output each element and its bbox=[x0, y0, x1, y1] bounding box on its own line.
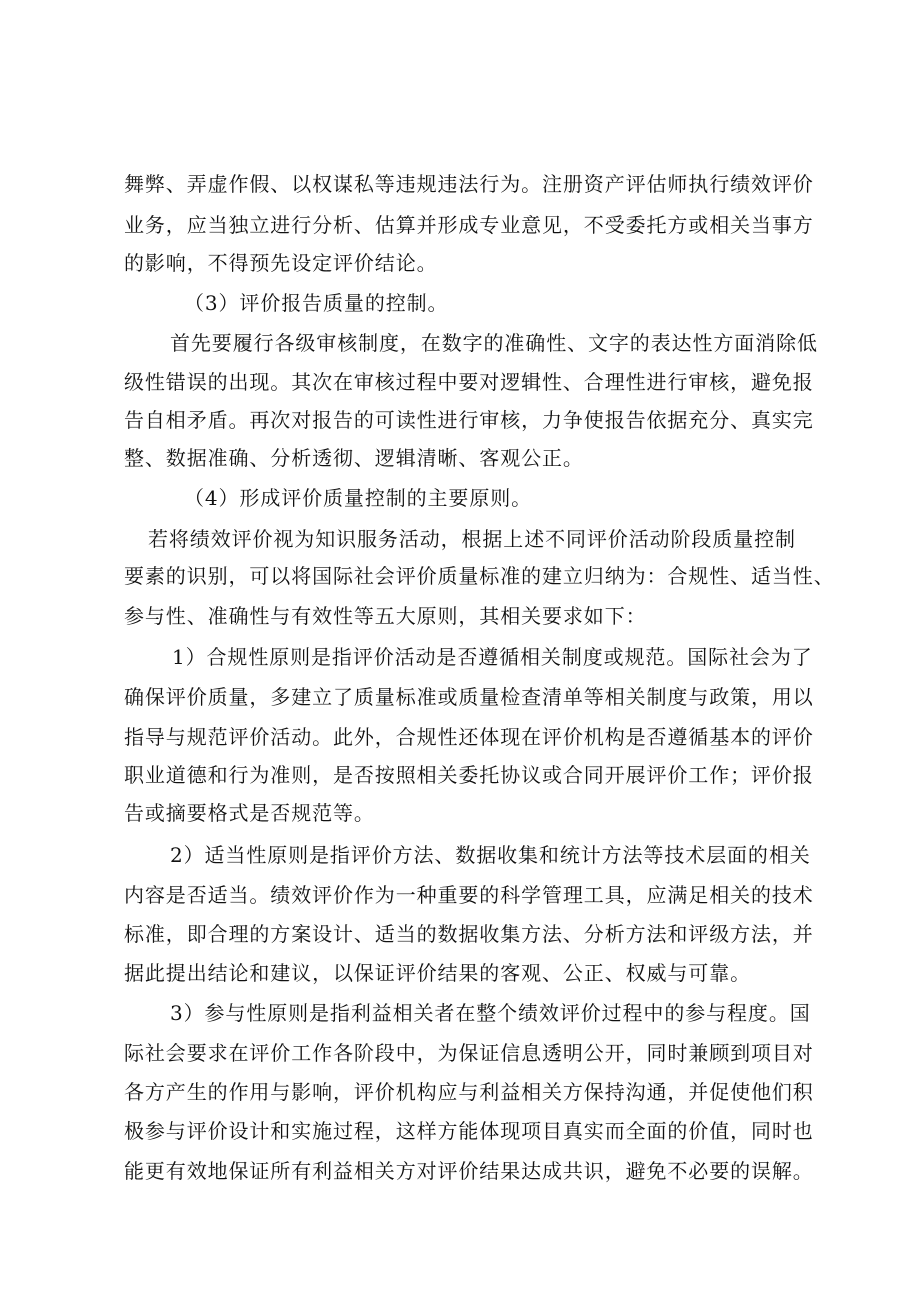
paragraph-2-line-2: 级性错误的出现。其次在审核过程中要对逻辑性、合理性进行审核，避免报 bbox=[124, 370, 814, 394]
paragraph-3-line-2: 要素的识别，可以将国际社会评价质量标准的建立归纳为：合规性、适当性、 bbox=[124, 564, 835, 588]
paragraph-4-line-1: 1）合规性原则是指评价活动是否遵循相关制度或规范。国际社会为了 bbox=[172, 645, 813, 669]
paragraph-6-line-4: 极参与评价设计和实施过程，这样方能体现项目真实而全面的价值，同时也 bbox=[124, 1119, 814, 1143]
section-heading-4: （4）形成评价质量控制的主要原则。 bbox=[184, 486, 533, 510]
paragraph-4-line-4: 职业道德和行为准则，是否按照相关委托协议或合同开展评价工作；评价报 bbox=[124, 763, 814, 787]
section-heading-3: （3）评价报告质量的控制。 bbox=[184, 291, 449, 315]
paragraph-4-line-5: 告或摘要格式是否规范等。 bbox=[124, 801, 375, 825]
paragraph-4-line-2: 确保评价质量，多建立了质量标准或质量检查清单等相关制度与政策，用以 bbox=[124, 685, 814, 709]
paragraph-1-line-1: 舞弊、弄虚作假、以权谋私等违规违法行为。注册资产评估师执行绩效评价 bbox=[124, 172, 814, 196]
paragraph-5-line-3: 标准，即合理的方案设计、适当的数据收集方法、分析方法和评级方法，并 bbox=[124, 922, 814, 946]
paragraph-2-line-3: 告自相矛盾。再次对报告的可读性进行审核，力争使报告依据充分、真实完 bbox=[124, 408, 814, 432]
paragraph-3-line-3: 参与性、准确性与有效性等五大原则，其相关要求如下： bbox=[124, 604, 647, 628]
paragraph-5-line-2: 内容是否适当。绩效评价作为一种重要的科学管理工具，应满足相关的技术 bbox=[124, 883, 814, 907]
paragraph-5-line-1: 2）适当性原则是指评价方法、数据收集和统计方法等技术层面的相关 bbox=[170, 843, 811, 867]
paragraph-6-line-3: 各方产生的作用与影响，评价机构应与利益相关方保持沟通，并促使他们积 bbox=[124, 1080, 814, 1104]
paragraph-6-line-1: 3）参与性原则是指利益相关者在整个绩效评价过程中的参与程度。国 bbox=[170, 1001, 811, 1025]
paragraph-6-line-5: 能更有效地保证所有利益相关方对评价结果达成共识，避免不必要的误解。 bbox=[124, 1159, 814, 1183]
paragraph-5-line-4: 据此提出结论和建议，以保证评价结果的客观、公正、权威与可靠。 bbox=[124, 961, 751, 985]
paragraph-1-line-3: 的影响，不得预先设定评价结论。 bbox=[124, 251, 438, 275]
paragraph-3-line-1: 若将绩效评价视为知识服务活动，根据上述不同评价活动阶段质量控制 bbox=[148, 527, 796, 551]
paragraph-4-line-3: 指导与规范评价活动。此外，合规性还体现在评价机构是否遵循基本的评价 bbox=[124, 725, 814, 749]
paragraph-6-line-2: 际社会要求在评价工作各阶段中，为保证信息透明公开，同时兼顾到项目对 bbox=[124, 1041, 814, 1065]
paragraph-2-line-4: 整、数据准确、分析透彻、逻辑清晰、客观公正。 bbox=[124, 446, 584, 470]
paragraph-1-line-2: 业务，应当独立进行分析、估算并形成专业意见，不受委托方或相关当事方 bbox=[124, 213, 814, 237]
paragraph-2-line-1: 首先要履行各级审核制度，在数字的准确性、文字的表达性方面消除低 bbox=[170, 331, 818, 355]
